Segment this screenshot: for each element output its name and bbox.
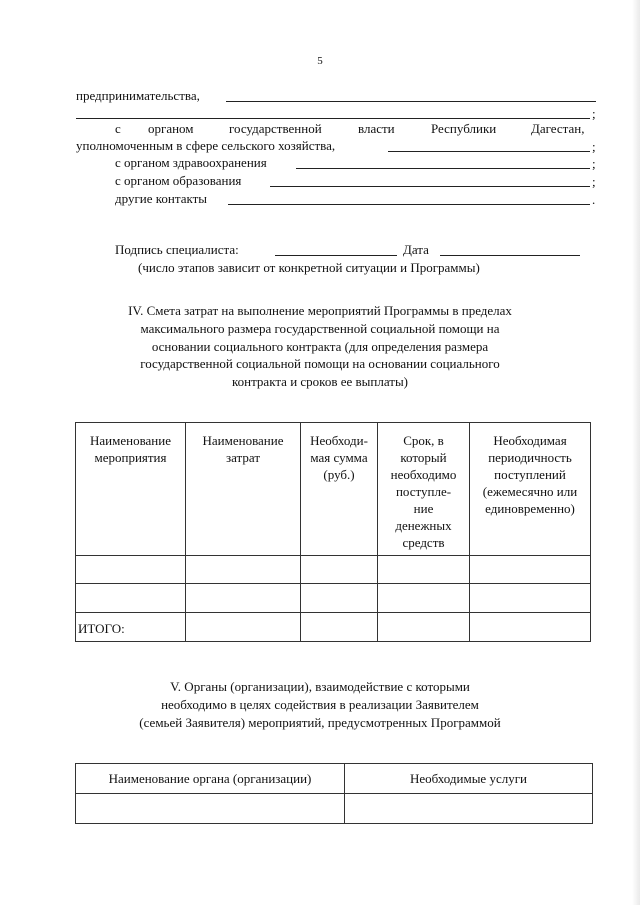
table-cell[interactable] bbox=[301, 556, 378, 584]
entrepreneurship-label: предпринимательства, bbox=[76, 88, 200, 103]
agency-word-6: Дагестан, bbox=[531, 121, 585, 136]
line6-semicolon: ; bbox=[592, 174, 596, 189]
table-row bbox=[76, 794, 593, 824]
table-cell[interactable] bbox=[186, 613, 301, 642]
agriculture-label: уполномоченным в сфере сельского хозяйства, bbox=[76, 138, 336, 153]
section4-title-line-2: максимального размера государственной социальной помощи на bbox=[140, 321, 500, 336]
section5-title-line-1: V. Органы (организации), взаимодействие с которыми bbox=[170, 679, 470, 694]
signature-blank[interactable] bbox=[275, 255, 397, 256]
header-deadline-line-7: средств bbox=[402, 535, 445, 550]
total-label: ИТОГО: bbox=[76, 613, 186, 642]
section4-title-line-4: государственной социальной помощи на основании социального bbox=[140, 356, 500, 371]
table-cell[interactable] bbox=[470, 584, 591, 613]
header-required-sum-line-2: мая сумма bbox=[310, 450, 368, 465]
header-event-name-line-1: Наименование bbox=[90, 433, 171, 448]
agency-word-4: власти bbox=[358, 121, 395, 136]
table-row bbox=[76, 584, 591, 613]
agency-word-2: органом bbox=[148, 121, 194, 136]
healthcare-label: с органом здравоохранения bbox=[115, 155, 267, 170]
education-blank[interactable] bbox=[270, 186, 590, 187]
line7-period: . bbox=[592, 192, 596, 207]
table-cell[interactable] bbox=[301, 584, 378, 613]
section5-title-line-2: необходимо в целях содействия в реализации Заявителем bbox=[161, 697, 479, 712]
section4-title-line-3: основании социального контракта (для определения размера bbox=[151, 339, 489, 354]
line5-semicolon: ; bbox=[592, 156, 596, 171]
table-cell[interactable] bbox=[470, 613, 591, 642]
other-contacts-blank[interactable] bbox=[228, 204, 590, 205]
header-organization-name: Наименование органа (организации) bbox=[76, 764, 345, 794]
stages-note: (число этапов зависит от конкретной ситуации и Программы) bbox=[138, 260, 480, 275]
header-deadline-line-1: Срок, в bbox=[403, 433, 444, 448]
education-label: с органом образования bbox=[115, 173, 242, 188]
continuation-blank[interactable] bbox=[76, 118, 590, 119]
header-cost-name bbox=[186, 423, 301, 556]
table-cell[interactable] bbox=[378, 613, 470, 642]
agency-word-5: Республики bbox=[431, 121, 497, 136]
organizations-header-row bbox=[76, 764, 593, 794]
table-cell[interactable] bbox=[76, 794, 345, 824]
signature-label: Подпись специалиста: bbox=[115, 242, 239, 257]
section4-title-line-1: IV. Смета затрат на выполнение мероприятий Программы в пределах bbox=[128, 303, 512, 318]
table-cell[interactable] bbox=[345, 794, 593, 824]
header-periodicity-line-3: поступлений bbox=[494, 467, 566, 482]
healthcare-blank[interactable] bbox=[296, 168, 590, 169]
table-cell[interactable] bbox=[186, 556, 301, 584]
header-periodicity-line-2: периодичность bbox=[488, 450, 572, 465]
table-cell[interactable] bbox=[76, 556, 186, 584]
table-cell[interactable] bbox=[301, 613, 378, 642]
line4-semicolon: ; bbox=[592, 139, 596, 154]
cost-estimate-table bbox=[75, 422, 591, 642]
date-blank[interactable] bbox=[440, 255, 580, 256]
header-event-name-line-2: мероприятия bbox=[94, 450, 167, 465]
header-periodicity bbox=[470, 423, 591, 556]
entrepreneurship-blank[interactable] bbox=[226, 101, 596, 102]
table-cell[interactable] bbox=[186, 584, 301, 613]
table-cell[interactable] bbox=[378, 556, 470, 584]
agriculture-blank[interactable] bbox=[388, 151, 590, 152]
section4-title-line-5: контракта и сроков ее выплаты) bbox=[231, 374, 409, 389]
line2-semicolon: ; bbox=[592, 106, 596, 121]
header-cost-name-line-2: затрат bbox=[225, 450, 261, 465]
header-deadline bbox=[378, 423, 470, 556]
page-number: 5 bbox=[317, 55, 323, 67]
header-required-sum bbox=[301, 423, 378, 556]
agency-word-1: с bbox=[115, 121, 121, 136]
table-cell[interactable] bbox=[470, 556, 591, 584]
header-deadline-line-4: поступле- bbox=[395, 484, 452, 499]
header-periodicity-line-1: Необходимая bbox=[493, 433, 567, 448]
total-row bbox=[76, 613, 591, 642]
header-deadline-line-3: необходимо bbox=[390, 467, 457, 482]
header-deadline-line-5: ние bbox=[413, 501, 434, 516]
header-cost-name-line-1: Наименование bbox=[202, 433, 284, 448]
other-contacts-label: другие контакты bbox=[115, 191, 208, 206]
header-deadline-line-6: денежных bbox=[395, 518, 452, 533]
table-cell[interactable] bbox=[378, 584, 470, 613]
organizations-table bbox=[75, 763, 593, 824]
header-periodicity-line-5: единовременно) bbox=[485, 501, 575, 516]
header-required-services: Необходимые услуги bbox=[345, 764, 593, 794]
header-event-name bbox=[76, 423, 186, 556]
agency-word-3: государственной bbox=[229, 121, 322, 136]
table-row bbox=[76, 556, 591, 584]
scan-edge-shadow bbox=[632, 0, 640, 905]
header-deadline-line-2: который bbox=[400, 450, 447, 465]
date-label: Дата bbox=[403, 242, 429, 257]
section5-title-line-3: (семьей Заявителя) мероприятий, предусмотренных Программой bbox=[139, 715, 501, 730]
header-periodicity-line-4: (ежемесячно или bbox=[482, 484, 578, 499]
header-required-sum-line-3: (руб.) bbox=[323, 467, 355, 482]
table-cell[interactable] bbox=[76, 584, 186, 613]
cost-table-header-row bbox=[76, 423, 591, 556]
header-required-sum-line-1: Необходи- bbox=[310, 433, 368, 448]
